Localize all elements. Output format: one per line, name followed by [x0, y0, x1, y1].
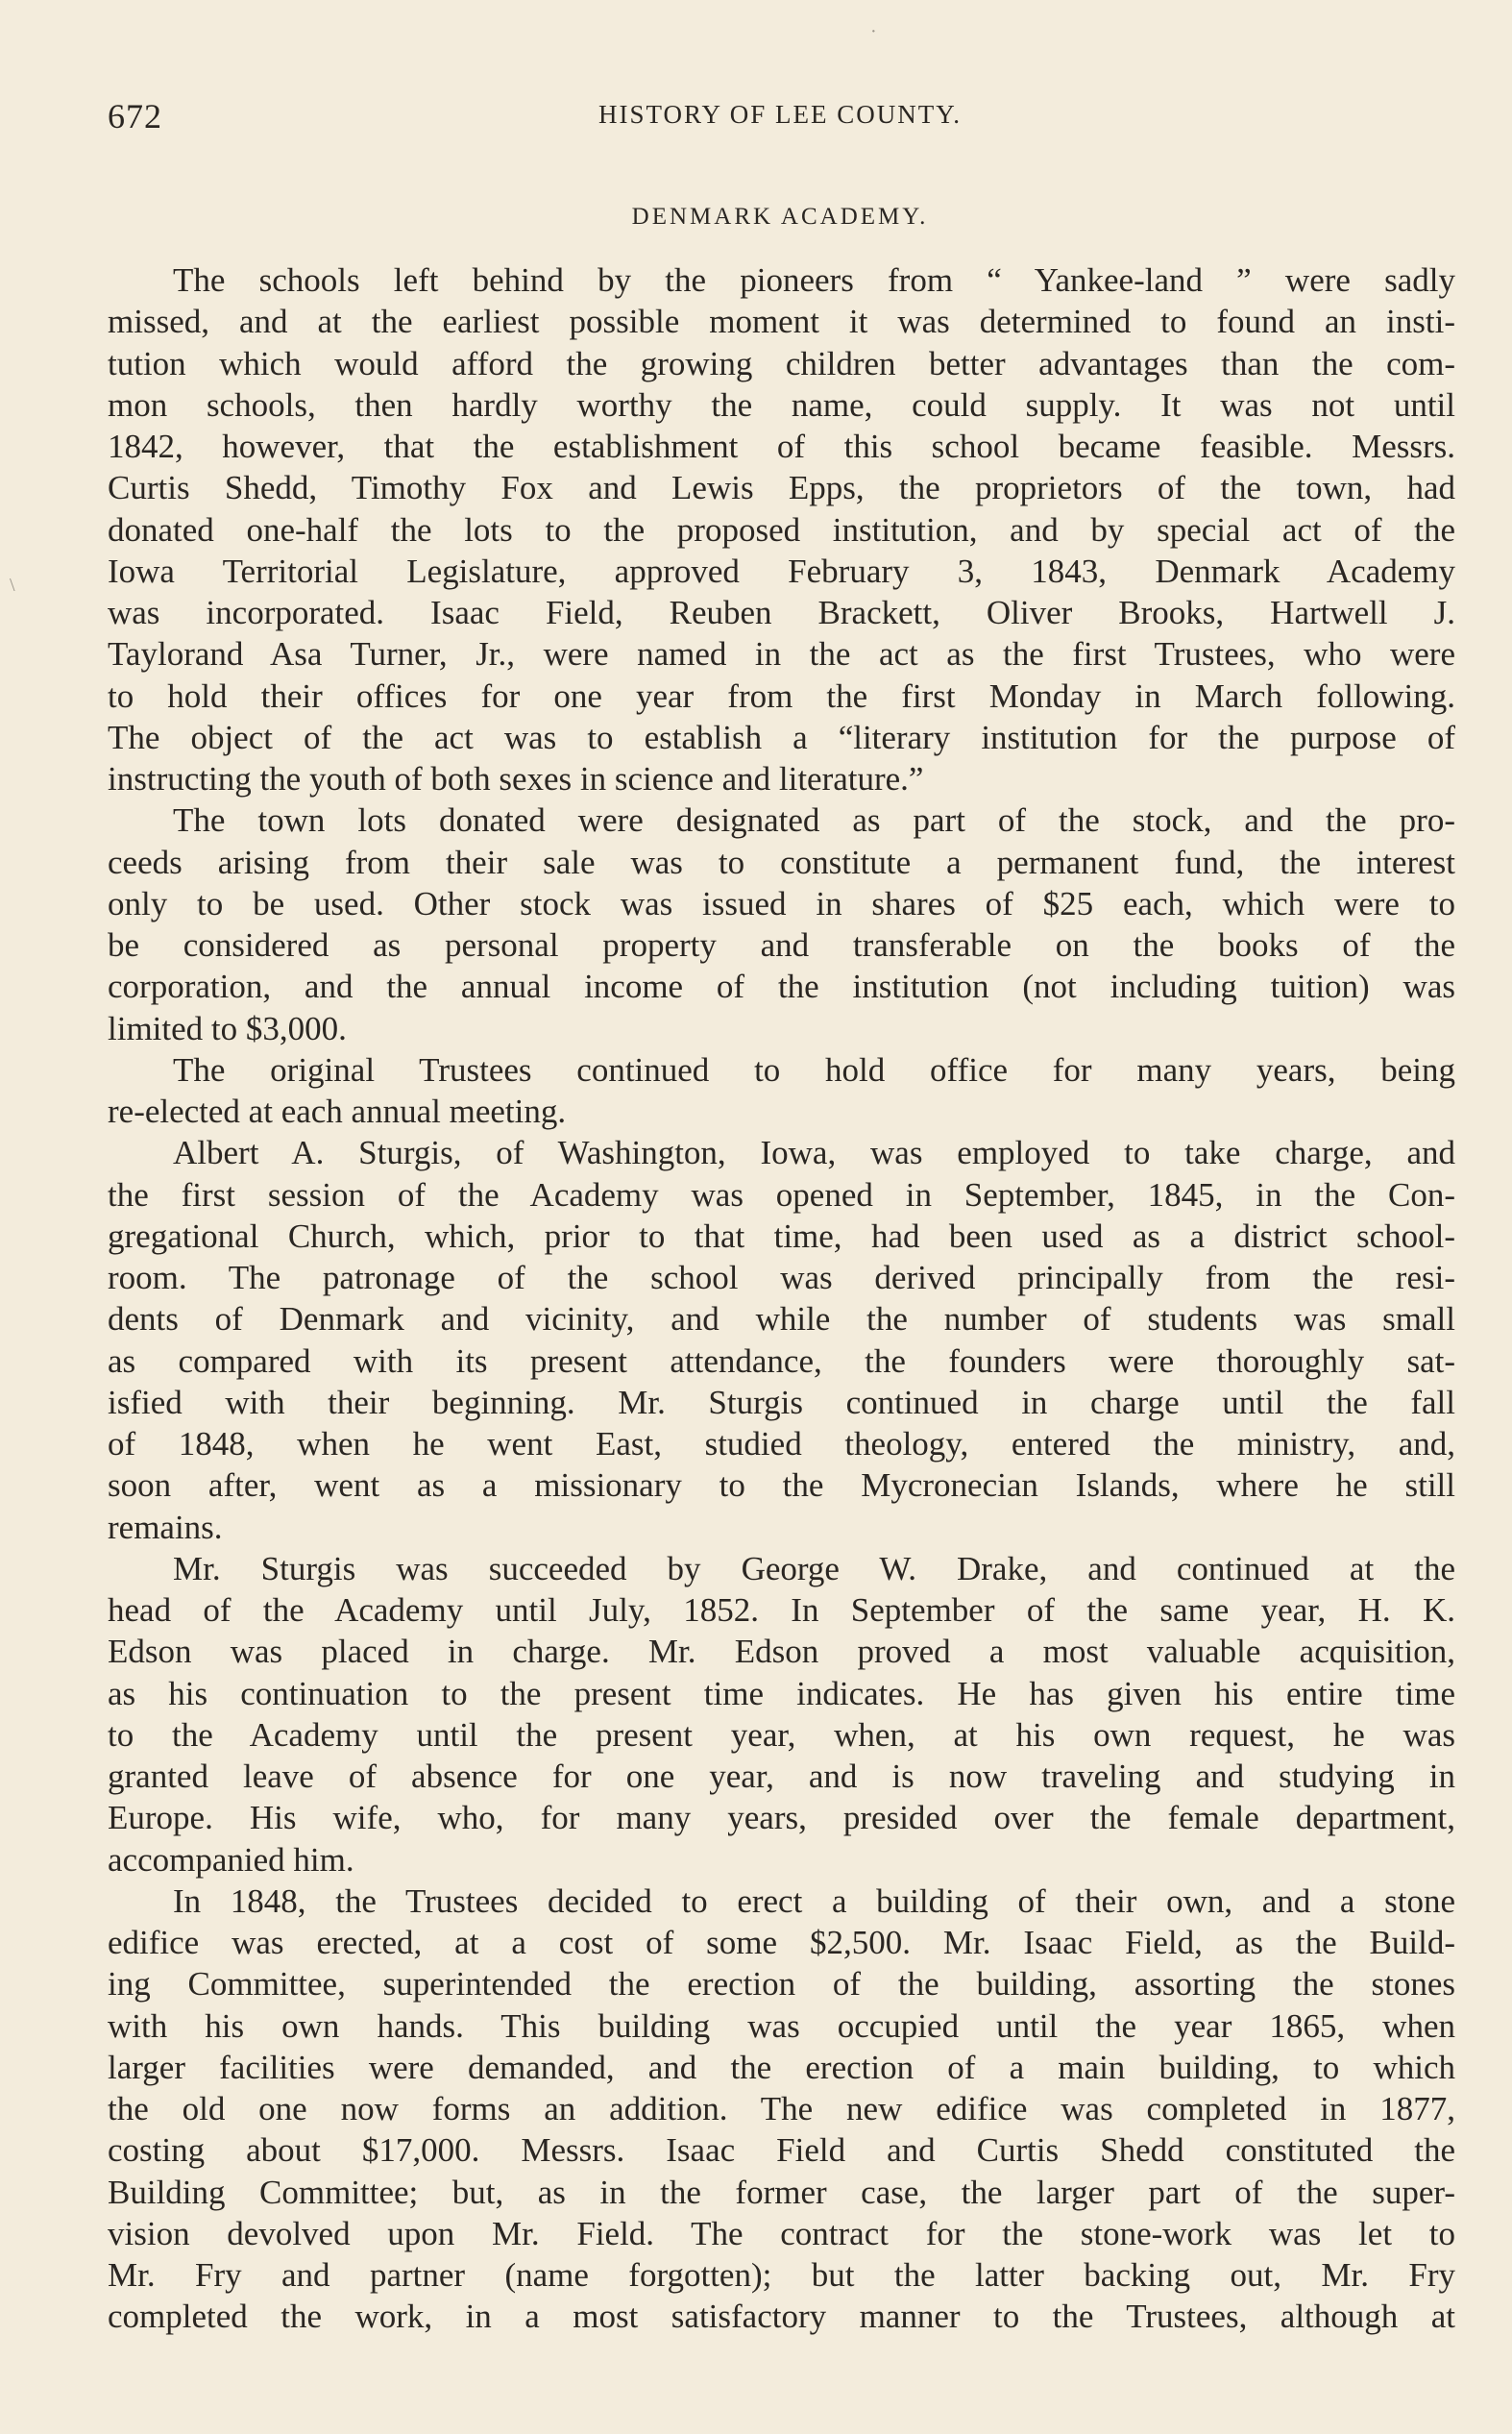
text-line: gregational Church, which, prior to that time, had been used as a district school- — [108, 1217, 1455, 1255]
text-line: soon after, went as a missionary to the Mycronecian Islands, where he still — [108, 1466, 1455, 1505]
page-number: 672 — [108, 97, 162, 135]
text-line: Taylorand Asa Turner, Jr., were named in the act as the first Trustees, who were — [108, 635, 1455, 674]
text-line: room. The patronage of the school was derived principally from the resi- — [108, 1259, 1455, 1296]
text-line: completed the work, in a most satisfactory manner to the Trustees, although at — [108, 2298, 1455, 2336]
text-line: to the Academy until the present year, when, at his own request, he was — [108, 1715, 1455, 1754]
running-title: HISTORY OF LEE COUNTY. — [597, 100, 963, 129]
text-line: costing about $17,000. Messrs. Isaac Field and Curtis Shedd constituted the — [108, 2131, 1455, 2170]
text-line: be considered as personal property and transferable on the books of the — [108, 926, 1455, 964]
text-line: accompanied him. — [108, 1840, 354, 1879]
text-line: The original Trustees continued to hold office for many years, being — [173, 1050, 1455, 1089]
text-line: limited to $3,000. — [108, 1009, 347, 1047]
text-line: corporation, and the annual income of the institution (not including tuition) was — [108, 968, 1455, 1006]
text-line: ing Committee, superintended the erection of the building, assorting the stones — [108, 1965, 1455, 2004]
text-line: vision devolved upon Mr. Field. The contract for the stone-work was let to — [108, 2214, 1455, 2252]
text-line: The town lots donated were designated as part of the stock, and the pro- — [173, 801, 1455, 840]
text-line: granted leave of absence for one year, and is now traveling and studying in — [108, 1758, 1455, 1795]
text-line: to hold their offices for one year from the first Monday in March following. — [108, 676, 1455, 715]
text-line: Building Committee; but, as in the former case, the larger part of the super- — [108, 2173, 1455, 2211]
text-line: Mr. Sturgis was succeeded by George W. Drake, and continued at the — [173, 1549, 1455, 1587]
text-line: instructing the youth of both sexes in science and literature.” — [108, 760, 924, 798]
text-line: dents of Denmark and vicinity, and while the number of students was small — [108, 1300, 1455, 1339]
text-line: mon schools, then hardly worthy the name, could supply. It was not until — [108, 385, 1455, 424]
text-line: missed, and at the earliest possible moment it was determined to found an insti- — [108, 303, 1455, 341]
text-line: Iowa Territorial Legislature, approved February 3, 1843, Denmark Academy — [108, 552, 1455, 590]
text-line: edifice was erected, at a cost of some $2,500. Mr. Isaac Field, as the Build- — [108, 1924, 1455, 1961]
text-line: remains. — [108, 1508, 223, 1546]
text-line: Edson was placed in charge. Mr. Edson proved a most valuable acquisition, — [108, 1633, 1455, 1671]
text-line: the old one now forms an addition. The new edifice was completed in 1877, — [108, 2090, 1455, 2127]
text-line: isfied with their beginning. Mr. Sturgis continued in charge until the fall — [108, 1383, 1455, 1421]
text-line: larger facilities were demanded, and the erection of a main building, to which — [108, 2048, 1455, 2086]
text-line: as compared with its present attendance, the founders were thoroughly sat- — [108, 1341, 1455, 1380]
text-line: Mr. Fry and partner (name forgotten); but the latter backing out, Mr. Fry — [108, 2256, 1455, 2294]
print-speck: · — [870, 21, 877, 42]
text-line: of 1848, when he went East, studied theology, entered the ministry, and, — [108, 1425, 1455, 1463]
text-line: the first session of the Academy was opened in September, 1845, in the Con- — [108, 1175, 1455, 1214]
text-line: only to be used. Other stock was issued in shares of $25 each, which were to — [108, 884, 1455, 922]
running-head — [108, 96, 1452, 138]
text-line: ceeds arising from their sale was to constitute a permanent fund, the interest — [108, 843, 1455, 881]
text-line: Europe. His wife, who, for many years, presided over the female department, — [108, 1799, 1455, 1837]
text-line: The object of the act was to establish a “literary institution for the purpose of — [108, 718, 1455, 756]
text-line: was incorporated. Isaac Field, Reuben Brackett, Oliver Brooks, Hartwell J. — [108, 594, 1455, 631]
text-line: re-elected at each annual meeting. — [108, 1093, 567, 1130]
margin-mark: \ — [10, 575, 15, 596]
section-title: DENMARK ACADEMY. — [631, 204, 929, 230]
text-line: tution which would afford the growing children better advantages than the com- — [108, 344, 1455, 382]
text-line: The schools left behind by the pioneers from “ Yankee-land ” were sadly — [173, 261, 1455, 299]
text-line: Curtis Shedd, Timothy Fox and Lewis Epps, the proprietors of the town, had — [108, 469, 1455, 507]
body-text — [108, 259, 1455, 2338]
text-line: Albert A. Sturgis, of Washington, Iowa, was employed to take charge, and — [173, 1134, 1455, 1172]
text-line: head of the Academy until July, 1852. In September of the same year, H. K. — [108, 1591, 1455, 1629]
text-line: as his continuation to the present time indicates. He has given his entire time — [108, 1674, 1455, 1712]
text-line: In 1848, the Trustees decided to erect a building of their own, and a stone — [173, 1881, 1455, 1920]
text-line: with his own hands. This building was occupied until the year 1865, when — [108, 2006, 1455, 2045]
text-line: donated one-half the lots to the proposed institution, and by special act of the — [108, 510, 1455, 549]
text-line: 1842, however, that the establishment of this school became feasible. Messrs. — [108, 428, 1455, 465]
